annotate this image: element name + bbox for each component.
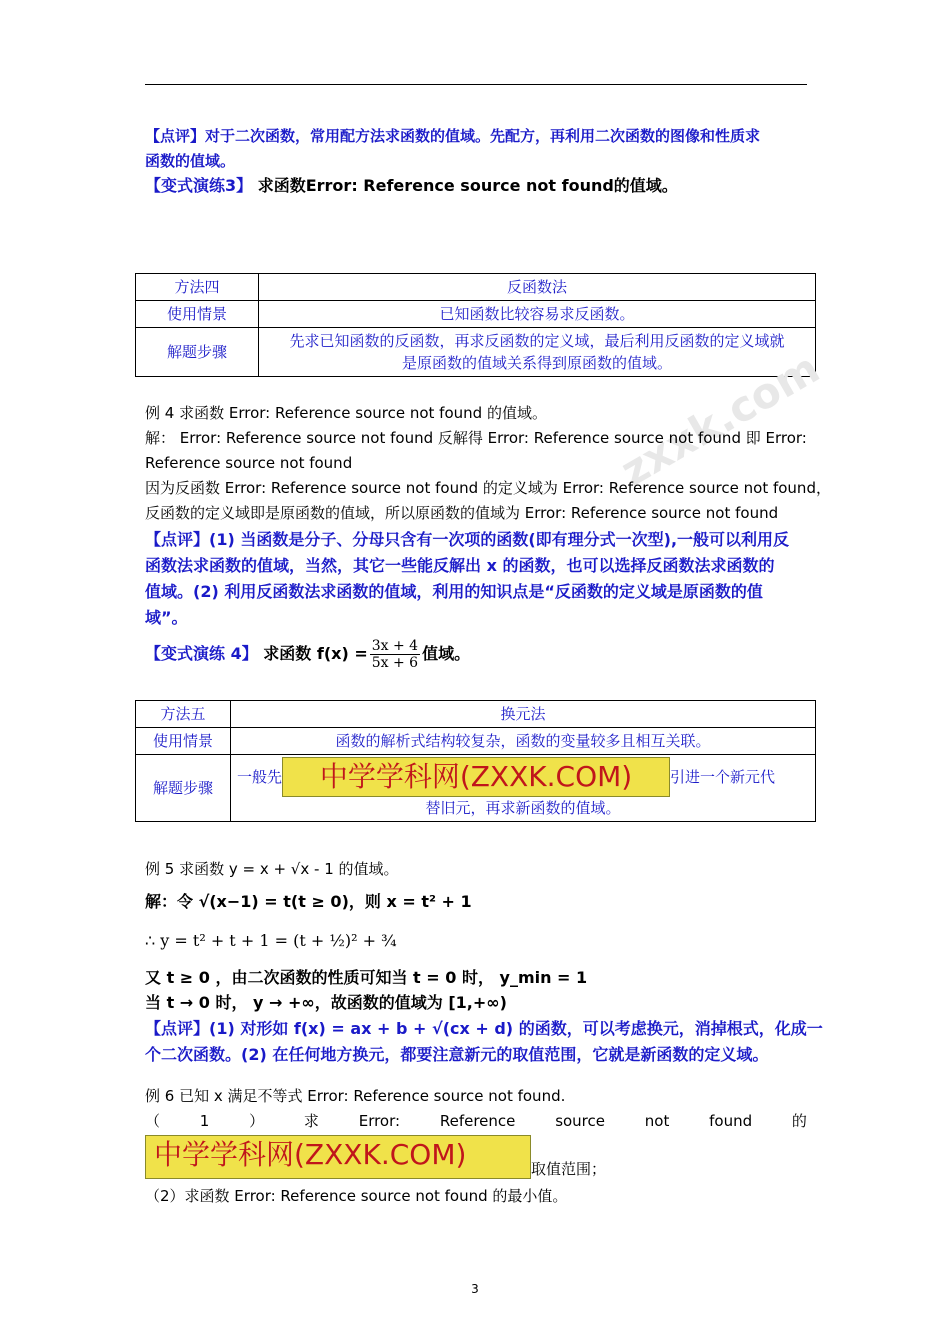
q1-word: 求 xyxy=(303,1112,319,1130)
variant-3-error: Error: Reference source not found xyxy=(305,176,614,195)
table5-cell: 函数的解析式结构较复杂，函数的变量较多且相互关联。 xyxy=(231,728,816,755)
example-6-question-2: （2）求函数 Error: Reference source not found 的最小值。 xyxy=(145,1187,568,1205)
comment-5-line1: 【点评】(1) 对形如 f(x) = ax + b + √(cx + d) 的函数，可以考虑换元，消掉根式，化成一 xyxy=(145,1019,823,1038)
method-4-table xyxy=(135,273,816,377)
fraction-denominator: 5x + 6 xyxy=(371,655,419,671)
table4-cell xyxy=(259,328,816,377)
q1-word: 1 xyxy=(199,1112,210,1130)
q1-word: ） xyxy=(249,1112,265,1130)
page-number: 3 xyxy=(471,1282,479,1296)
watermark-banner: 中学学科网(ZXXK.COM) xyxy=(145,1135,531,1179)
example-5-step-3: 又 t ≥ 0 ，由二次函数的性质可知当 t = 0 时， y_min = 1 xyxy=(145,968,588,987)
comment-4-line1: 【点评】(1) 当函数是分子、分母只含有一次项的函数(即有理分式一次型),一般可以利用反 xyxy=(145,530,790,549)
table4-cell: 方法四 xyxy=(136,274,259,301)
example-5-step-2: ∴ y = t² + t + 1 = (t + ½)² + ¾ xyxy=(145,931,397,950)
table5-steps-pre: 一般先 xyxy=(237,768,283,786)
comment-4-line2: 函数法求函数的值域，当然，其它一些能反解出 x 的函数，也可以选择反函数法求函数的 xyxy=(145,556,775,575)
example-5-title: 例 5 求函数 y = x + √x - 1 的值域。 xyxy=(145,860,399,878)
table4-cell: 使用情景 xyxy=(136,301,259,328)
table4-cell: 解题步骤 xyxy=(136,328,259,377)
example-4-solution-1: 解： Error: Reference source not found 反解得 Error: Reference source not found 即 Error: xyxy=(145,429,807,447)
q1-word: Reference xyxy=(439,1112,516,1130)
table5-cell: 使用情景 xyxy=(136,728,231,755)
q1-tail-text: 取值范围； xyxy=(531,1160,607,1178)
comment-3-line1: 【点评】对于二次函数，常用配方法求函数的值域。先配方，再利用二次函数的图像和性质求 xyxy=(145,127,761,145)
table4-cell: 反函数法 xyxy=(259,274,816,301)
table5-cell: 解题步骤 xyxy=(136,755,231,822)
table5-cell: 方法五 xyxy=(136,701,231,728)
example-4-solution-4: 反函数的定义域即是原函数的值域，所以原函数的值域为 Error: Reference source not found xyxy=(145,504,779,522)
header-rule xyxy=(145,84,807,85)
table5-cell xyxy=(231,755,816,822)
table4-steps-line1: 先求已知函数的反函数，再求反函数的定义域，最后利用反函数的定义域就 xyxy=(289,332,785,350)
q1-word: Error: xyxy=(358,1112,401,1130)
variant-4-label: 【变式演练 4】 xyxy=(145,644,258,663)
method-5-table xyxy=(135,700,816,822)
table5-steps-line1 xyxy=(237,757,809,797)
variant-4-line xyxy=(145,638,470,671)
example-4-title: 例 4 求函数 Error: Reference source not found 的值域。 xyxy=(145,404,547,422)
table5-steps-line2: 替旧元，再求新函数的值域。 xyxy=(425,799,621,817)
q1-word: not xyxy=(644,1112,670,1130)
comment-4-line4: 域”。 xyxy=(145,608,188,627)
example-6-question-1-line xyxy=(145,1110,807,1132)
example-6-title: 例 6 已知 x 满足不等式 Error: Reference source not found. xyxy=(145,1087,566,1105)
example-5-step-1: 解：令 √(x−1) = t(t ≥ 0)，则 x = t² + 1 xyxy=(145,892,472,911)
variant-3-label: 【变式演练3】 xyxy=(145,176,253,195)
example-4-solution-2: Reference source not found xyxy=(145,454,353,472)
background-watermark: zxxk.com xyxy=(612,343,828,496)
fraction-numerator: 3x + 4 xyxy=(371,638,419,654)
watermark-banner: 中学学科网(ZXXK.COM) xyxy=(282,757,670,797)
table5-steps-post: 引进一个新元代 xyxy=(670,768,776,786)
variant-3-tail: 的值域。 xyxy=(613,176,678,195)
variant-4-tail: 值域。 xyxy=(422,644,471,663)
example-6-question-1-tail xyxy=(145,1135,606,1179)
comment-3-line2: 函数的值域。 xyxy=(145,152,236,170)
example-4-solution-3: 因为反函数 Error: Reference source not found 的定义域为 Error: Reference source not found， xyxy=(145,479,831,497)
table4-steps-line2: 是原函数的值域关系得到原函数的值域。 xyxy=(401,354,672,372)
variant-3-line xyxy=(145,175,678,197)
example-5-step-4: 当 t → 0 时， y → +∞，故函数的值域为 [1,+∞) xyxy=(145,993,507,1012)
q1-word: （ xyxy=(145,1112,161,1130)
variant-4-fraction xyxy=(370,638,420,671)
comment-4-line3: 值域。(2) 利用反函数法求函数的值域，利用的知识点是“反函数的定义域是原函数的值 xyxy=(145,582,763,601)
q1-word: 的 xyxy=(791,1112,807,1130)
table4-cell: 已知函数比较容易求反函数。 xyxy=(259,301,816,328)
comment-5-line2: 个二次函数。(2) 在任何地方换元，都要注意新元的取值范围，它就是新函数的定义域。 xyxy=(145,1045,769,1064)
q1-word: source xyxy=(555,1112,605,1130)
variant-3-text: 求函数 xyxy=(252,176,306,195)
variant-4-text: 求函数 f(x) = xyxy=(257,644,368,663)
q1-word: found xyxy=(709,1112,753,1130)
table5-cell: 换元法 xyxy=(231,701,816,728)
